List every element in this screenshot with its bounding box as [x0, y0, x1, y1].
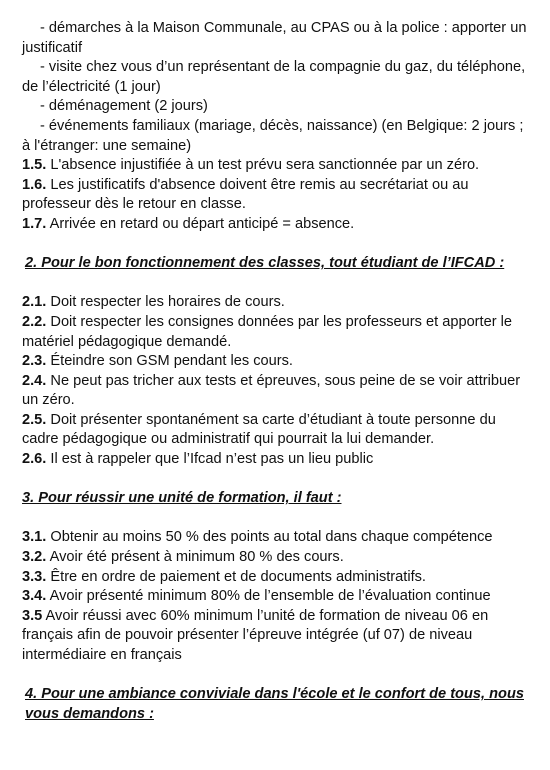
- rule-1-6: [22, 176, 534, 215]
- rule-text: Être en ordre de paiement et de documents administratifs.: [50, 568, 426, 585]
- document-page: [22, 19, 534, 724]
- rule-number: 2.3.: [22, 353, 47, 370]
- rule-2-6: [22, 450, 534, 470]
- rule-number: 1.7.: [22, 215, 47, 232]
- section-3-heading: 3. Pour réussir une unité de formation, il faut :: [22, 490, 342, 507]
- rule-number: 3.3.: [22, 568, 47, 585]
- rule-3-2: [22, 548, 534, 568]
- rule-text: Ne peut pas tricher aux tests et épreuves, sous peine de se voir attribuer un zéro.: [22, 372, 521, 409]
- rule-text: L'absence injustifiée à un test prévu sera sanctionnée par un zéro.: [50, 157, 480, 174]
- rule-text: Doit présenter spontanément sa carte d’étudiant à toute personne du cadre pédagogique ou administratif qui pourrait la lui demander.: [22, 411, 496, 448]
- rule-number: 3.4.: [22, 588, 47, 605]
- rule-number: 3.2.: [22, 549, 47, 566]
- rule-2-1: [22, 293, 534, 313]
- rule-3-4: [22, 587, 534, 607]
- rule-number: 2.1.: [22, 294, 47, 311]
- rule-1-5: [22, 156, 534, 176]
- rule-2-3: [22, 352, 534, 372]
- rule-number: 2.6.: [22, 451, 47, 468]
- rule-text: Éteindre son GSM pendant les cours.: [50, 353, 293, 370]
- bullet-moving: - déménagement (2 jours): [40, 98, 208, 115]
- rule-text: Arrivée en retard ou départ anticipé = absence.: [49, 215, 355, 232]
- rule-number: 1.6.: [22, 176, 47, 193]
- rule-number: 2.4.: [22, 372, 47, 389]
- rule-3-1: [22, 528, 534, 548]
- rule-text: Les justificatifs d'absence doivent être remis au secrétariat ou au professeur dès le retour en classe.: [22, 176, 469, 213]
- rule-3-5: [22, 607, 534, 666]
- bullet-utility-visit: - visite chez vous d’un représentant de la compagnie du gaz, du téléphone, de l’électricité (1 jour): [22, 59, 526, 95]
- section-2-heading: 2. Pour le bon fonctionnement des classes, tout étudiant de l’IFCAD :: [25, 255, 505, 272]
- rule-number: 3.5: [22, 607, 43, 624]
- rule-text: Obtenir au moins 50 % des points au total dans chaque compétence: [50, 529, 493, 546]
- rule-text: Avoir été présent à minimum 80 % des cours.: [49, 549, 344, 566]
- rule-text: Il est à rappeler que l’Ifcad n’est pas un lieu public: [50, 451, 374, 468]
- rule-number: 2.2.: [22, 313, 47, 330]
- section-4-heading: 4. Pour une ambiance conviviale dans l'école et le confort de tous, nous vous demandons :: [25, 686, 524, 722]
- rule-text: Avoir présenté minimum 80% de l’ensemble de l’évaluation continue: [49, 588, 491, 605]
- rule-text: Doit respecter les horaires de cours.: [50, 294, 285, 311]
- rule-number: 1.5.: [22, 157, 47, 174]
- rule-2-5: [22, 411, 534, 450]
- rule-2-2: [22, 313, 534, 352]
- rule-number: 3.1.: [22, 529, 47, 546]
- rule-3-3: [22, 568, 534, 588]
- bullet-communal-procedures: - démarches à la Maison Communale, au CPAS ou à la police : apporter un justificatif: [22, 20, 527, 56]
- rule-text: Avoir réussi avec 60% minimum l’unité de formation de niveau 06 en français afin de pouvoir présenter l’épreuve intégrée (uf 07) de niveau intermédiaire en français: [22, 607, 489, 663]
- rule-number: 2.5.: [22, 411, 47, 428]
- rule-text: Doit respecter les consignes données par les professeurs et apporter le matériel pédagogique demandé.: [22, 313, 512, 350]
- rule-1-7: [22, 215, 534, 235]
- rule-2-4: [22, 372, 534, 411]
- bullet-family-events: - événements familiaux (mariage, décès, naissance) (en Belgique: 2 jours ; à l'étranger: une semaine): [22, 117, 524, 154]
